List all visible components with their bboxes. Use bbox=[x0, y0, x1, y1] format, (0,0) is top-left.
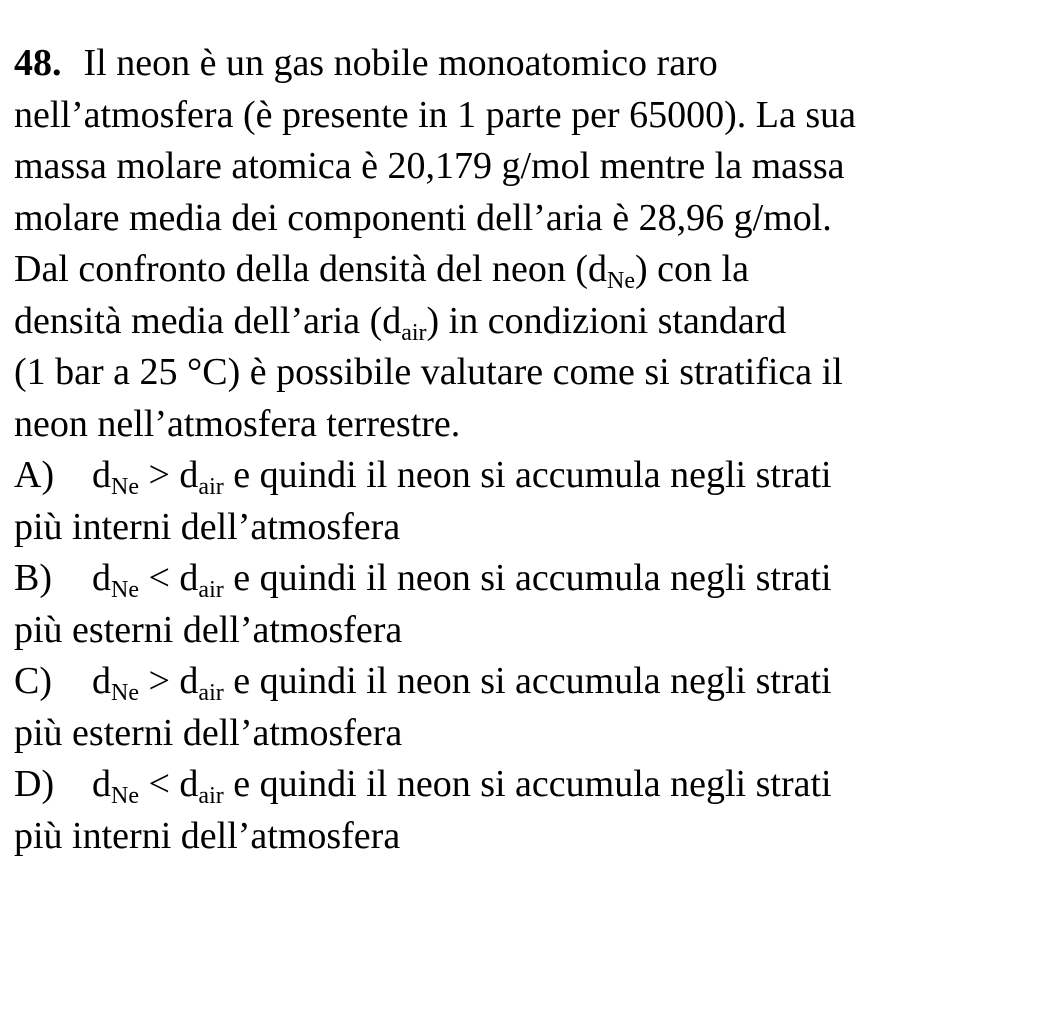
subscript: air bbox=[401, 319, 427, 346]
density-symbol: d bbox=[92, 557, 111, 599]
stem-text: densità media dell’aria (d bbox=[14, 299, 402, 342]
density-symbol: d bbox=[179, 660, 199, 702]
subscript: Ne bbox=[607, 268, 636, 294]
subscript: air bbox=[198, 680, 224, 706]
option-c-continuation: più esterni dell’atmosfera bbox=[14, 711, 403, 754]
comparison-operator: < bbox=[138, 763, 180, 805]
comparison-operator: < bbox=[138, 557, 180, 599]
density-symbol: d bbox=[92, 763, 111, 805]
option-c[interactable] bbox=[14, 656, 1044, 708]
stem-text: ) con la bbox=[635, 248, 749, 290]
option-text: e quindi il neon si accumula negli strati bbox=[223, 660, 832, 702]
density-symbol: d bbox=[92, 454, 111, 496]
density-symbol: d bbox=[92, 660, 111, 702]
option-a-continuation: più interni dell’atmosfera bbox=[14, 505, 401, 548]
stem-line-7: (1 bar a 25 °C) è possibile valutare come si stratifica il bbox=[14, 351, 843, 393]
option-text: e quindi il neon si accumula negli strati bbox=[223, 454, 832, 496]
option-letter: B) bbox=[14, 557, 52, 599]
question-number: 48. bbox=[14, 42, 62, 84]
comparison-operator: > bbox=[138, 454, 180, 496]
option-d-continuation: più interni dell’atmosfera bbox=[14, 814, 401, 857]
stem-line-6 bbox=[14, 296, 1044, 348]
subscript: Ne bbox=[111, 680, 139, 706]
subscript: Ne bbox=[111, 783, 139, 809]
option-text: e quindi il neon si accumula negli strati bbox=[223, 557, 832, 599]
density-symbol: d bbox=[179, 763, 199, 805]
subscript: Ne bbox=[111, 474, 139, 500]
option-letter: A) bbox=[14, 454, 55, 496]
question-block bbox=[14, 38, 1044, 862]
stem-line-2: nell’atmosfera (è presente in 1 parte per 65000). La sua bbox=[14, 93, 856, 136]
stem-line-1 bbox=[14, 38, 1044, 90]
option-b-continuation: più esterni dell’atmosfera bbox=[14, 608, 403, 651]
stem-text: Il neon è un gas nobile monoatomico raro bbox=[83, 42, 718, 84]
option-d[interactable] bbox=[14, 759, 1044, 811]
option-b[interactable] bbox=[14, 553, 1044, 605]
density-symbol: d bbox=[179, 557, 199, 599]
stem-text: Dal confronto della densità del neon (d bbox=[14, 248, 608, 290]
subscript: Ne bbox=[111, 577, 139, 603]
density-symbol: d bbox=[179, 454, 199, 496]
stem-line-3: massa molare atomica è 20,179 g/mol mentre la massa bbox=[14, 145, 845, 187]
subscript: air bbox=[198, 783, 224, 809]
option-letter: D) bbox=[14, 763, 55, 805]
stem-line-8: neon nell’atmosfera terrestre. bbox=[14, 402, 461, 445]
subscript: air bbox=[198, 577, 224, 603]
option-a[interactable] bbox=[14, 450, 1044, 502]
stem-line-4: molare media dei componenti dell’aria è 28,96 g/mol. bbox=[14, 196, 832, 239]
option-letter: C) bbox=[14, 660, 52, 702]
subscript: air bbox=[198, 474, 224, 500]
comparison-operator: > bbox=[138, 660, 180, 702]
stem-line-5 bbox=[14, 244, 1044, 296]
stem-text: ) in condizioni standard bbox=[426, 299, 787, 342]
option-text: e quindi il neon si accumula negli strati bbox=[223, 763, 832, 805]
